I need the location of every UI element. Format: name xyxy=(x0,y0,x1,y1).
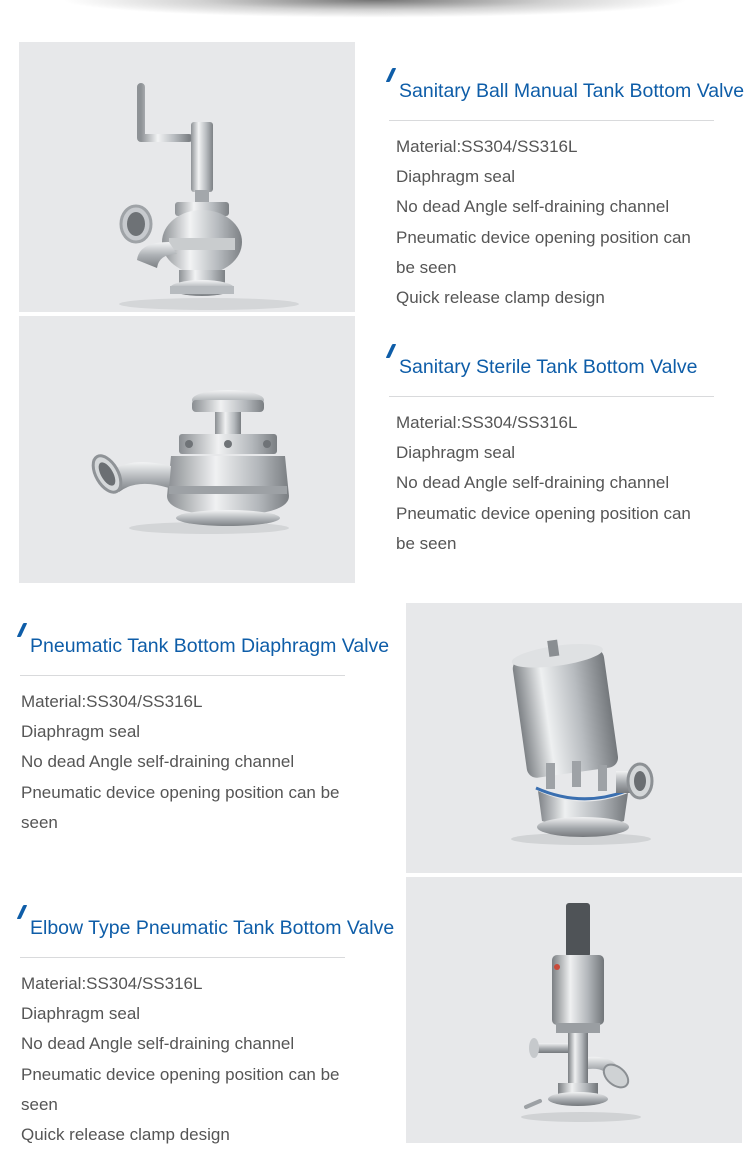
title-accent-mark xyxy=(17,623,28,637)
product-2-info xyxy=(389,354,714,559)
feature-item: be seen xyxy=(396,533,457,553)
title-divider xyxy=(389,396,714,397)
feature-item: No dead Angle self-draining channel xyxy=(396,473,670,493)
feature-item: Pneumatic device opening position can xyxy=(396,503,691,523)
product-title xyxy=(20,915,395,941)
top-shadow-divider xyxy=(0,0,750,22)
feature-list xyxy=(389,408,714,559)
product-title-text: Elbow Type Pneumatic Tank Bottom Valve xyxy=(30,917,395,939)
feature-item: seen xyxy=(21,1094,58,1114)
title-accent-mark xyxy=(386,68,397,82)
product-title-text: Sanitary Ball Manual Tank Bottom Valve xyxy=(399,80,745,102)
feature-item: Quick release clamp design xyxy=(396,288,605,308)
product-title-text: Sanitary Sterile Tank Bottom Valve xyxy=(399,356,698,378)
feature-item: Diaphragm seal xyxy=(396,167,516,187)
feature-item: Material:SS304/SS316L xyxy=(21,974,203,993)
title-accent-mark xyxy=(17,905,28,919)
feature-item: Diaphragm seal xyxy=(396,443,516,463)
title-accent-mark xyxy=(386,344,397,358)
feature-item: Pneumatic device opening position can be xyxy=(21,1064,340,1084)
product-title-text: Pneumatic Tank Bottom Diaphragm Valve xyxy=(30,635,390,657)
feature-item: Diaphragm seal xyxy=(21,722,141,742)
product-title xyxy=(389,78,745,104)
feature-item: No dead Angle self-draining channel xyxy=(21,752,295,772)
product-4-info xyxy=(20,915,395,1150)
title-divider xyxy=(389,120,714,121)
feature-item: be seen xyxy=(396,257,457,277)
product-title xyxy=(20,633,390,659)
feature-list xyxy=(14,687,345,838)
feature-item: Quick release clamp design xyxy=(21,1125,230,1145)
feature-item: Material:SS304/SS316L xyxy=(396,413,578,432)
manual-tank-bottom-valve-photo xyxy=(19,42,355,312)
feature-list xyxy=(389,132,714,313)
feature-item: Pneumatic device opening position can xyxy=(396,227,691,247)
feature-item: No dead Angle self-draining channel xyxy=(396,197,670,217)
feature-item: Material:SS304/SS316L xyxy=(396,137,578,156)
pneumatic-diaphragm-valve-photo xyxy=(406,603,742,873)
title-divider xyxy=(20,675,345,676)
product-3-info xyxy=(20,633,390,838)
feature-item: No dead Angle self-draining channel xyxy=(21,1034,295,1054)
feature-list xyxy=(14,969,345,1150)
feature-item: Material:SS304/SS316L xyxy=(21,692,203,711)
feature-item: Pneumatic device opening position can be xyxy=(21,782,340,802)
product-1-info xyxy=(389,78,745,313)
feature-item: Diaphragm seal xyxy=(21,1004,141,1024)
product-title xyxy=(389,354,714,380)
elbow-pneumatic-valve-photo xyxy=(406,877,742,1143)
feature-item: seen xyxy=(21,812,58,832)
sterile-tank-bottom-valve-photo xyxy=(19,316,355,583)
title-divider xyxy=(20,957,345,958)
